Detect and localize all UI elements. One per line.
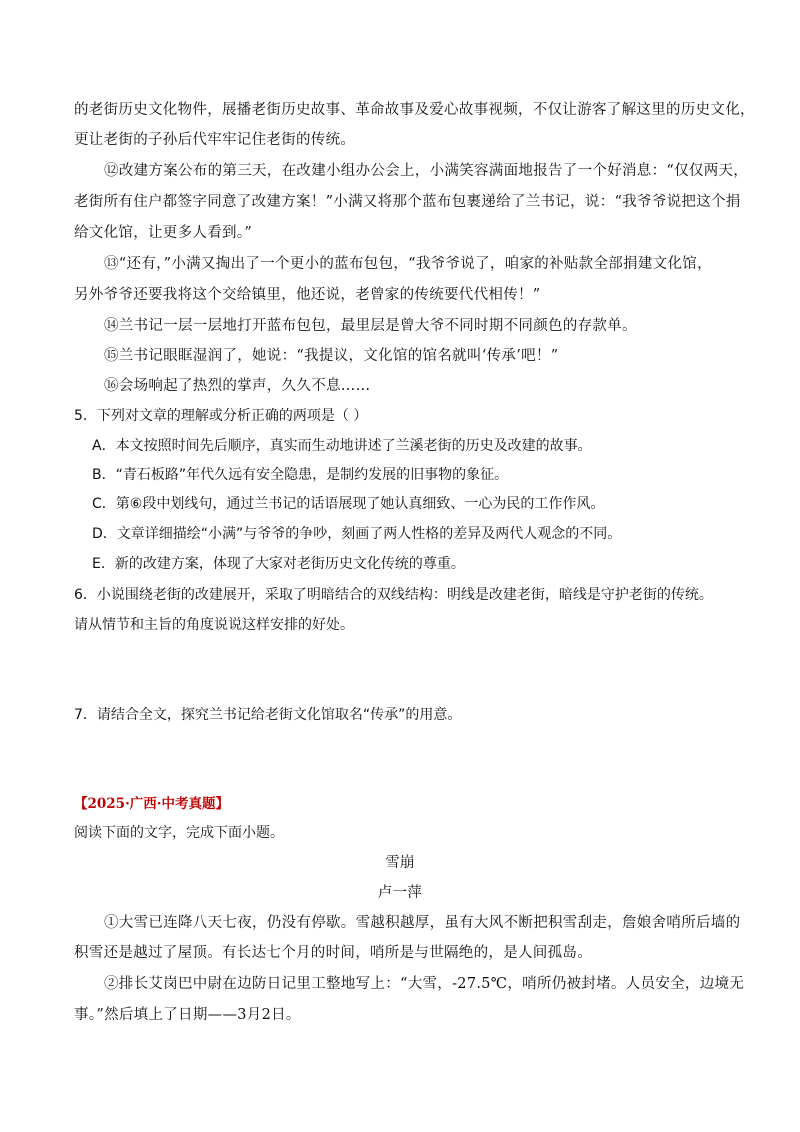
- passage-title: 雪崩: [385, 855, 415, 871]
- source-tag: 【2025·广西·中考真题】: [74, 796, 229, 812]
- passage-line: 另外爷爷还要我将这个交给镇里，他还说，老曾家的传统要代代相传！”: [74, 287, 541, 303]
- passage-line: 积雪还是越过了屋顶。有长达七个月的时间，哨所是与世隔绝的，是人间孤岛。: [74, 945, 592, 961]
- passage-line: ⑭兰书记一层一层地打开蓝布包包，最里层是曾大爷不同时期不同颜色的存款单。: [104, 318, 637, 334]
- passage-line: 事。”然后填上了日期——3月2日。: [74, 1007, 301, 1023]
- passage-line: 老街所有住户都签字同意了改建方案！”小满又将那个蓝布包裹递给了兰书记，说：“我爷爷说把这个捐: [74, 194, 741, 210]
- passage-line: ⑮兰书记眼眶湿润了，她说：“我提议，文化馆的馆名就叫‘传承’吧！”: [104, 348, 559, 364]
- reading-instruction: 阅读下面的文字，完成下面小题。: [74, 825, 284, 841]
- question-5-option-a: A．本文按照时间先后顺序，真实而生动地讲述了兰溪老街的历史及改建的故事。: [92, 438, 592, 454]
- passage-line: ②排长艾岗巴中尉在边防日记里工整地写上：“大雪，-27.5℃，哨所仍被封堵。人员安全，边境无: [104, 976, 745, 992]
- question-6-line: 请从情节和主旨的角度说说这样安排的好处。: [74, 617, 354, 633]
- passage-line: 的老街历史文化物件，展播老街历史故事、革命故事及爱心故事视频，不仅让游客了解这里的历史文化，: [74, 102, 755, 118]
- passage-line: ⑬“还有，”小满又掏出了一个更小的蓝布包包，“我爷爷说了，咱家的补贴款全部捐建文化馆，: [104, 256, 712, 272]
- passage-line: 更让老街的子孙后代牢牢记住老街的传统。: [74, 132, 356, 148]
- passage-line: ⑫改建方案公布的第三天，在改建小组办公会上，小满笑容满面地报告了一个好消息：“仅仅两天，: [104, 163, 749, 179]
- question-5-option-c: C．第⑥段中划线句，通过兰书记的话语展现了她认真细致、一心为民的工作作风。: [92, 496, 605, 512]
- question-5-stem: 5．下列对文章的理解或分析正确的两项是（ ）: [74, 408, 368, 424]
- passage-line: 给文化馆，让更多人看到。”: [74, 225, 253, 241]
- question-5-option-e: E．新的改建方案，体现了大家对老街历史文化传统的尊重。: [92, 556, 465, 572]
- passage-line: ①大雪已连降八天七夜，仍没有停歇。雪越积越厚，虽有大风不断把积雪刮走，詹娘舍哨所后墙的: [104, 915, 741, 931]
- question-6-line: 6．小说围绕老街的改建展开，采取了明暗结合的双线结构：明线是改建老街，暗线是守护老街的传统。: [74, 587, 713, 603]
- question-5-option-d: D．文章详细描绘“小满”与爷爷的争吵，刻画了两人性格的差异及两代人观念的不同。: [92, 526, 622, 542]
- question-7-line: 7．请结合全文，探究兰书记给老街文化馆取名“传承”的用意。: [74, 707, 462, 723]
- question-5-option-b: B．“青石板路”年代久远有安全隐患，是制约发展的旧事物的象征。: [92, 467, 509, 483]
- passage-line: ⑯会场响起了热烈的掌声，久久不息……: [104, 378, 371, 394]
- passage-author: 卢一萍: [377, 885, 423, 901]
